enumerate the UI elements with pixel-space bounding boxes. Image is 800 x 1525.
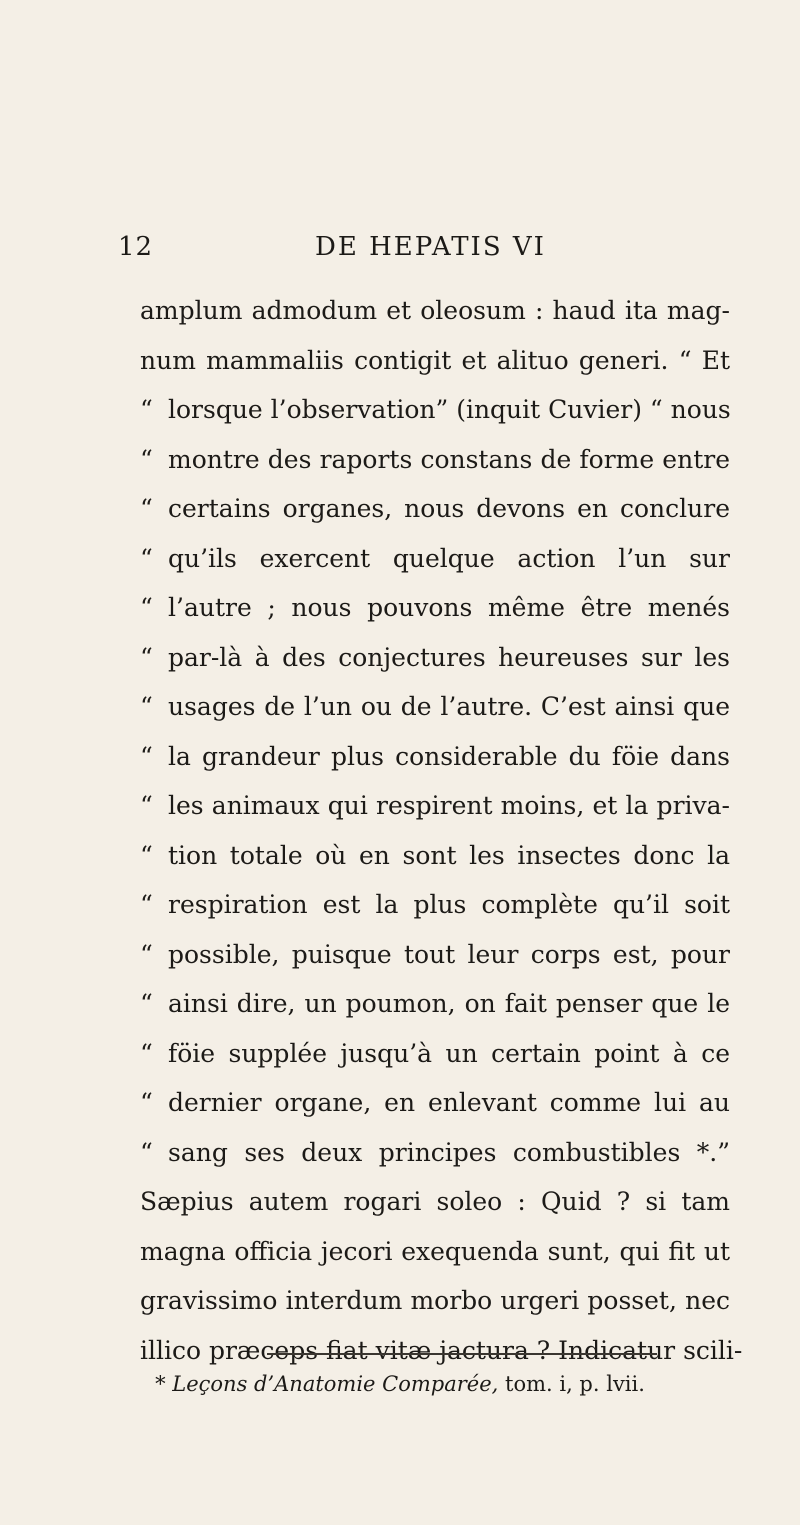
quote-mark: “ (140, 692, 153, 721)
line-text: tion totale où en sont les insectes donc la (168, 840, 730, 870)
text-line (140, 583, 730, 633)
footnote (0, 1372, 800, 1396)
text-line (140, 781, 730, 831)
text-line (140, 435, 730, 485)
quote-mark: “ (140, 989, 153, 1018)
text-line (140, 979, 730, 1029)
running-head: DE HEPATIS VI (315, 232, 546, 262)
footnote-rule (267, 1353, 657, 1355)
text-line (140, 1276, 730, 1326)
body-text (140, 286, 743, 1375)
text-line (140, 682, 730, 732)
text-line (140, 534, 730, 584)
quote-mark: “ (140, 1137, 153, 1167)
line-text: par-là à des conjectures heureuses sur les (168, 642, 730, 672)
line-text: respiration est la plus complète qu’il soit (168, 890, 730, 919)
line-text: illico præceps fiat vitæ jactura ? Indicatur scili- (140, 1335, 743, 1365)
text-line (140, 930, 730, 980)
text-line (140, 1177, 730, 1227)
line-text: amplum admodum et oleosum : haud ita mag- (140, 296, 730, 325)
quote-mark: “ (140, 543, 153, 573)
line-text: qu’ils exercent quelque action l’un sur (168, 543, 730, 573)
page-header (118, 232, 678, 272)
text-line (140, 1078, 730, 1128)
text-line (140, 880, 730, 930)
line-text: la grandeur plus considerable du föie dans (168, 741, 730, 771)
text-line (140, 286, 730, 336)
quote-mark: “ (140, 840, 153, 870)
line-text: dernier organe, en enlevant comme lui au (168, 1088, 730, 1117)
quote-mark: “ (140, 395, 153, 424)
text-line (140, 484, 730, 534)
line-text: lorsque l’observation” (inquit Cuvier) “ nous (168, 395, 731, 424)
quote-mark: “ (140, 791, 153, 820)
quote-mark: “ (140, 642, 153, 672)
line-text: montre des raports constans de forme entre (168, 444, 730, 474)
footnote-title: Leçons d’Anatomie Comparée, (172, 1372, 499, 1396)
line-text: föie supplée jusqu’à un certain point à ce (168, 1038, 730, 1068)
text-line (140, 831, 730, 881)
text-line (140, 1029, 730, 1079)
quote-mark: “ (140, 1038, 153, 1068)
line-text: num mammaliis contigit et alituo generi. “ Et (140, 345, 730, 375)
line-text: magna officia jecori exequenda sunt, qui fit ut (140, 1236, 730, 1266)
line-text: possible, puisque tout leur corps est, pour (168, 939, 730, 969)
text-line (140, 633, 730, 683)
line-text: certains organes, nous devons en conclure (168, 494, 730, 523)
text-line (140, 732, 730, 782)
quote-mark: “ (140, 444, 153, 474)
line-text: sang ses deux principes combustibles *.” (168, 1137, 730, 1167)
text-line (140, 385, 730, 435)
text-line (140, 1128, 730, 1178)
line-text: gravissimo interdum morbo urgeri posset, nec (140, 1286, 730, 1315)
text-line (140, 1326, 743, 1376)
quote-mark: “ (140, 494, 153, 523)
quote-mark: “ (140, 593, 153, 622)
quote-mark: “ (140, 890, 153, 919)
page-number: 12 (118, 232, 154, 262)
quote-mark: “ (140, 741, 153, 771)
footnote-reference: tom. i, p. lvii. (505, 1372, 645, 1396)
text-line (140, 336, 730, 386)
line-text: Sæpius autem rogari soleo : Quid ? si tam (140, 1187, 730, 1216)
quote-mark: “ (140, 939, 153, 969)
line-text: ainsi dire, un poumon, on fait penser que le (168, 989, 730, 1018)
line-text: les animaux qui respirent moins, et la priva- (168, 791, 730, 820)
line-text: l’autre ; nous pouvons même être menés (168, 593, 730, 622)
text-line (140, 1227, 730, 1277)
line-text: usages de l’un ou de l’autre. C’est ainsi que (168, 692, 730, 721)
quote-mark: “ (140, 1088, 153, 1117)
footnote-marker: * (155, 1372, 166, 1396)
